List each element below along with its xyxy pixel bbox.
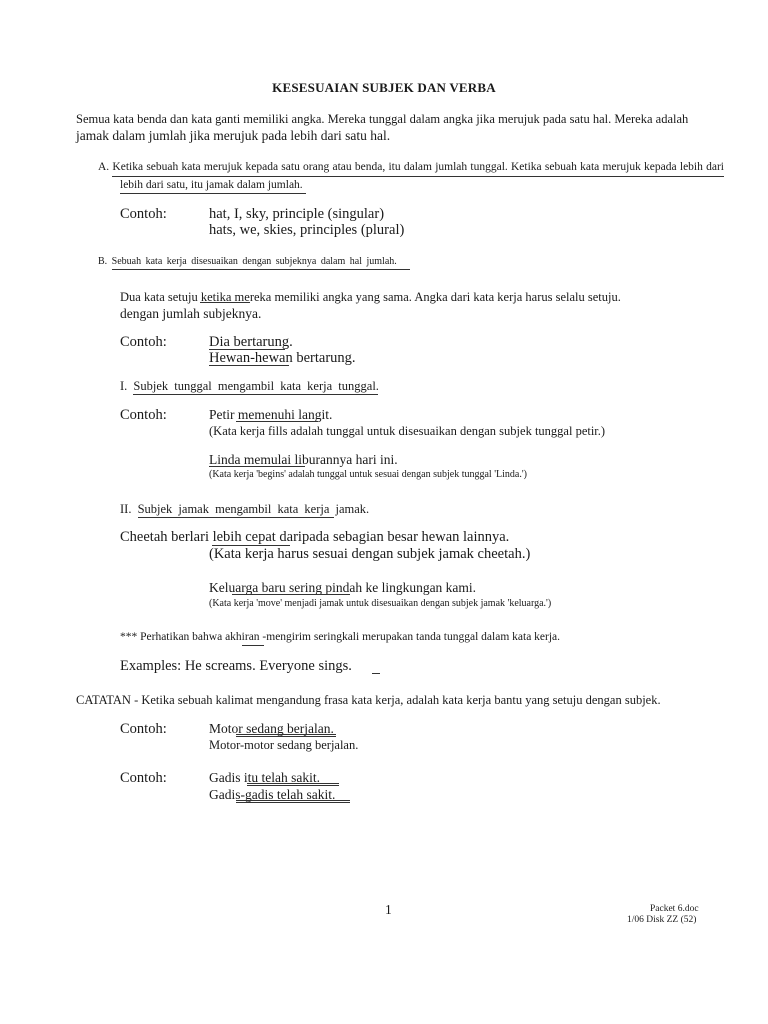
- underline: [112, 176, 724, 177]
- underline: [209, 365, 289, 366]
- contoh-label: Contoh:: [120, 407, 167, 423]
- section-a-line-1: A. Ketika sebuah kata merujuk kepada satu orang atau benda, itu dalam jumlah tunggal. Ketika sebuah kata merujuk kepada lebih dari: [98, 161, 724, 173]
- underline: [372, 673, 380, 674]
- contoh-label: Contoh:: [120, 334, 167, 350]
- footer-file: Packet 6.doc: [650, 904, 699, 914]
- contoh-singular: hat, I, sky, principle (singular): [209, 206, 385, 222]
- underline: [133, 394, 378, 395]
- contoh-i-ex1: Petir memenuhi langit.: [209, 407, 333, 422]
- underline: [232, 594, 350, 595]
- page-number: 1: [385, 902, 392, 917]
- cheetah-ex2-note: (Kata kerja 'move' menjadi jamak untuk disesuaikan dengan subjek jamak 'keluarga.'): [209, 598, 552, 609]
- contoh-i-ex2-note: (Kata kerja 'begins' adalah tunggal untuk sesuai dengan subjek tunggal 'Linda.'): [209, 469, 527, 480]
- underline: [112, 269, 410, 270]
- section-b-heading: B. Sebuah kata kerja disesuaikan dengan subjeknya dalam hal jumlah.: [98, 256, 397, 267]
- catatan-line: CATATAN - Ketika sebuah kalimat mengandung frasa kata kerja, adalah kata kerja bantu yang setuju dengan subjek.: [76, 693, 661, 707]
- rule-two: II. Subjek jamak mengambil kata kerja jamak.: [120, 502, 370, 516]
- contoh-c1-ex1: Motor sedang berjalan.: [209, 721, 334, 736]
- underline: [236, 734, 336, 737]
- section-b-para-1: Dua kata setuju ketika mereka memiliki angka yang sama. Angka dari kata kerja harus selalu setuju.: [120, 290, 621, 304]
- examples-line: Examples: He screams. Everyone sings.: [120, 658, 352, 674]
- contoh-label: Contoh:: [120, 770, 167, 786]
- contoh-b-ex2: Hewan-hewan bertarung.: [209, 350, 356, 366]
- underline: [236, 421, 318, 422]
- footer-disk: 1/06 Disk ZZ (52): [627, 915, 697, 925]
- cheetah-line-1: Cheetah berlari lebih cepat daripada sebagian besar hewan lainnya.: [120, 529, 510, 545]
- section-b-para-2: dengan jumlah subjeknya.: [120, 306, 262, 321]
- section-a-line-2: lebih dari satu, itu jamak dalam jumlah.: [120, 179, 303, 191]
- contoh-i-ex2: Linda memulai liburannya hari ini.: [209, 452, 398, 467]
- contoh-i-ex1-note: (Kata kerja fills adalah tunggal untuk disesuaikan dengan subjek tunggal petir.): [209, 424, 606, 438]
- contoh-c1-ex2: Motor-motor sedang berjalan.: [209, 738, 359, 752]
- contoh-c2-ex2: Gadis-gadis telah sakit.: [209, 787, 336, 802]
- contoh-label: Contoh:: [120, 721, 167, 737]
- cheetah-ex2: Keluarga baru sering pindah ke lingkungan kami.: [209, 580, 477, 595]
- intro-line-1: Semua kata benda dan kata ganti memiliki angka. Mereka tunggal dalam angka jika merujuk pada satu hal. Mereka adalah: [76, 112, 689, 126]
- cheetah-line-2: (Kata kerja harus sesuai dengan subjek jamak cheetah.): [209, 546, 531, 562]
- contoh-c2-ex1: Gadis itu telah sakit.: [209, 770, 320, 785]
- rule-one: I. Subjek tunggal mengambil kata kerja tunggal.: [120, 379, 379, 393]
- underline: [120, 193, 306, 194]
- underline: [200, 302, 250, 303]
- akhiran-note: *** Perhatikan bahwa akhiran -mengirim seringkali merupakan tanda tunggal dalam kata kerja.: [120, 631, 561, 643]
- contoh-plural: hats, we, skies, principles (plural): [209, 222, 405, 238]
- contoh-label: Contoh:: [120, 206, 167, 222]
- intro-line-2: jamak dalam jumlah jika merujuk pada lebih dari satu hal.: [76, 128, 391, 143]
- underline: [138, 517, 334, 518]
- contoh-b-ex1: Dia bertarung.: [209, 334, 293, 350]
- page-title: KESESUAIAN SUBJEK DAN VERBA: [272, 80, 496, 95]
- underline: [209, 466, 305, 467]
- underline: [242, 645, 264, 646]
- underline: [247, 783, 339, 786]
- underline: [236, 800, 350, 803]
